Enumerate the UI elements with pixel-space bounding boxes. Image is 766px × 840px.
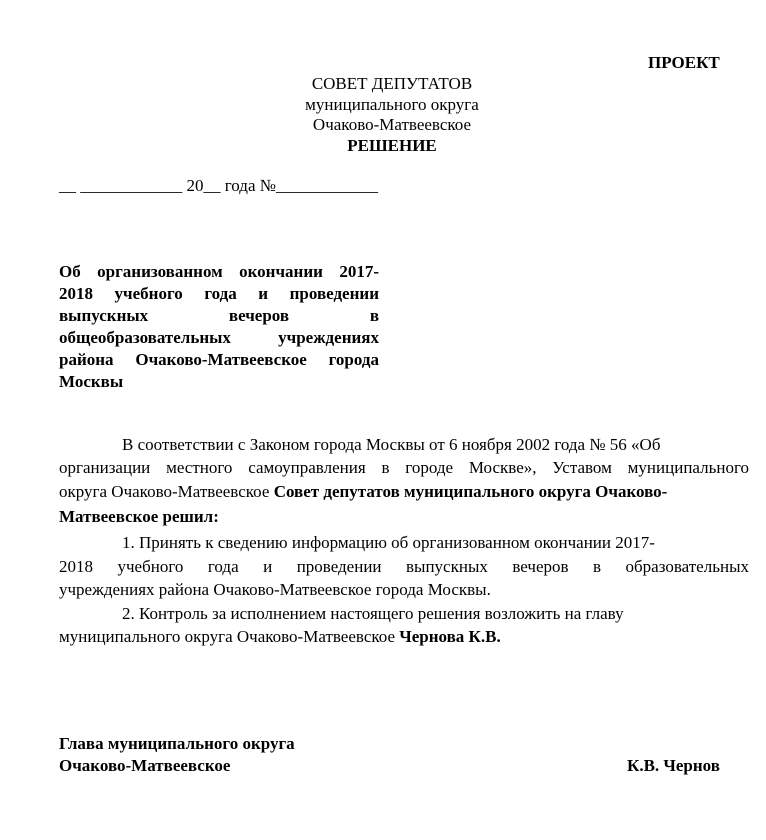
council-title: СОВЕТ ДЕПУТАТОВ: [311, 74, 473, 93]
item-1-line-1: 1. Принять к сведению информацию об организованном окончании 2017-: [122, 533, 655, 552]
paragraph-1-plain: округа Очаково-Матвеевское: [59, 482, 274, 501]
signature-title-line-1: Глава муниципального округа: [59, 734, 295, 753]
subject-line: общеобразовательных учреждениях: [59, 328, 379, 347]
subject-line: Москвы: [59, 372, 124, 391]
subject-block: [59, 261, 379, 393]
subject-line: выпускных вечеров в: [59, 306, 379, 325]
item-1-line-2: 2018 учебного года и проведении выпускных вечеров в образовательных: [59, 557, 749, 576]
draft-mark: ПРОЕКТ: [648, 53, 720, 72]
item-1-line-3: учреждениях района Очаково-Матвеевское города Москвы.: [59, 580, 491, 599]
item-2-line-1: 2. Контроль за исполнением настоящего решения возложить на главу: [122, 604, 624, 623]
item-2-line-2: [59, 626, 501, 648]
signature-name: К.В. Чернов: [627, 756, 720, 775]
subject-line: района Очаково-Матвеевское города: [59, 350, 379, 369]
date-number-line: __ ____________ 20__ года №____________: [59, 176, 378, 195]
subject-line: Об организованном окончании 2017-: [59, 262, 379, 281]
subject-line: 2018 учебного года и проведении: [59, 284, 379, 303]
paragraph-1-bold: Совет депутатов муниципального округа Очаково-: [273, 482, 668, 501]
paragraph-1-line-1: В соответствии с Законом города Москвы от 6 ноября 2002 года № 56 «Об: [122, 435, 661, 454]
item-2-bold: Чернова К.В.: [399, 627, 501, 646]
okrug-line-2: Очаково-Матвеевское: [312, 115, 472, 134]
paragraph-1-line-4: Матвеевское решил:: [59, 507, 219, 526]
signature-title-line-2: Очаково-Матвеевское: [59, 756, 231, 775]
paragraph-1-line-2: организации местного самоуправления в городе Москве», Уставом муниципального: [59, 458, 749, 477]
okrug-line-1: муниципального округа: [305, 95, 479, 114]
decision-title: РЕШЕНИЕ: [347, 136, 437, 155]
paragraph-1-line-3: [59, 481, 667, 503]
item-2-plain: муниципального округа Очаково-Матвеевское: [59, 627, 400, 646]
